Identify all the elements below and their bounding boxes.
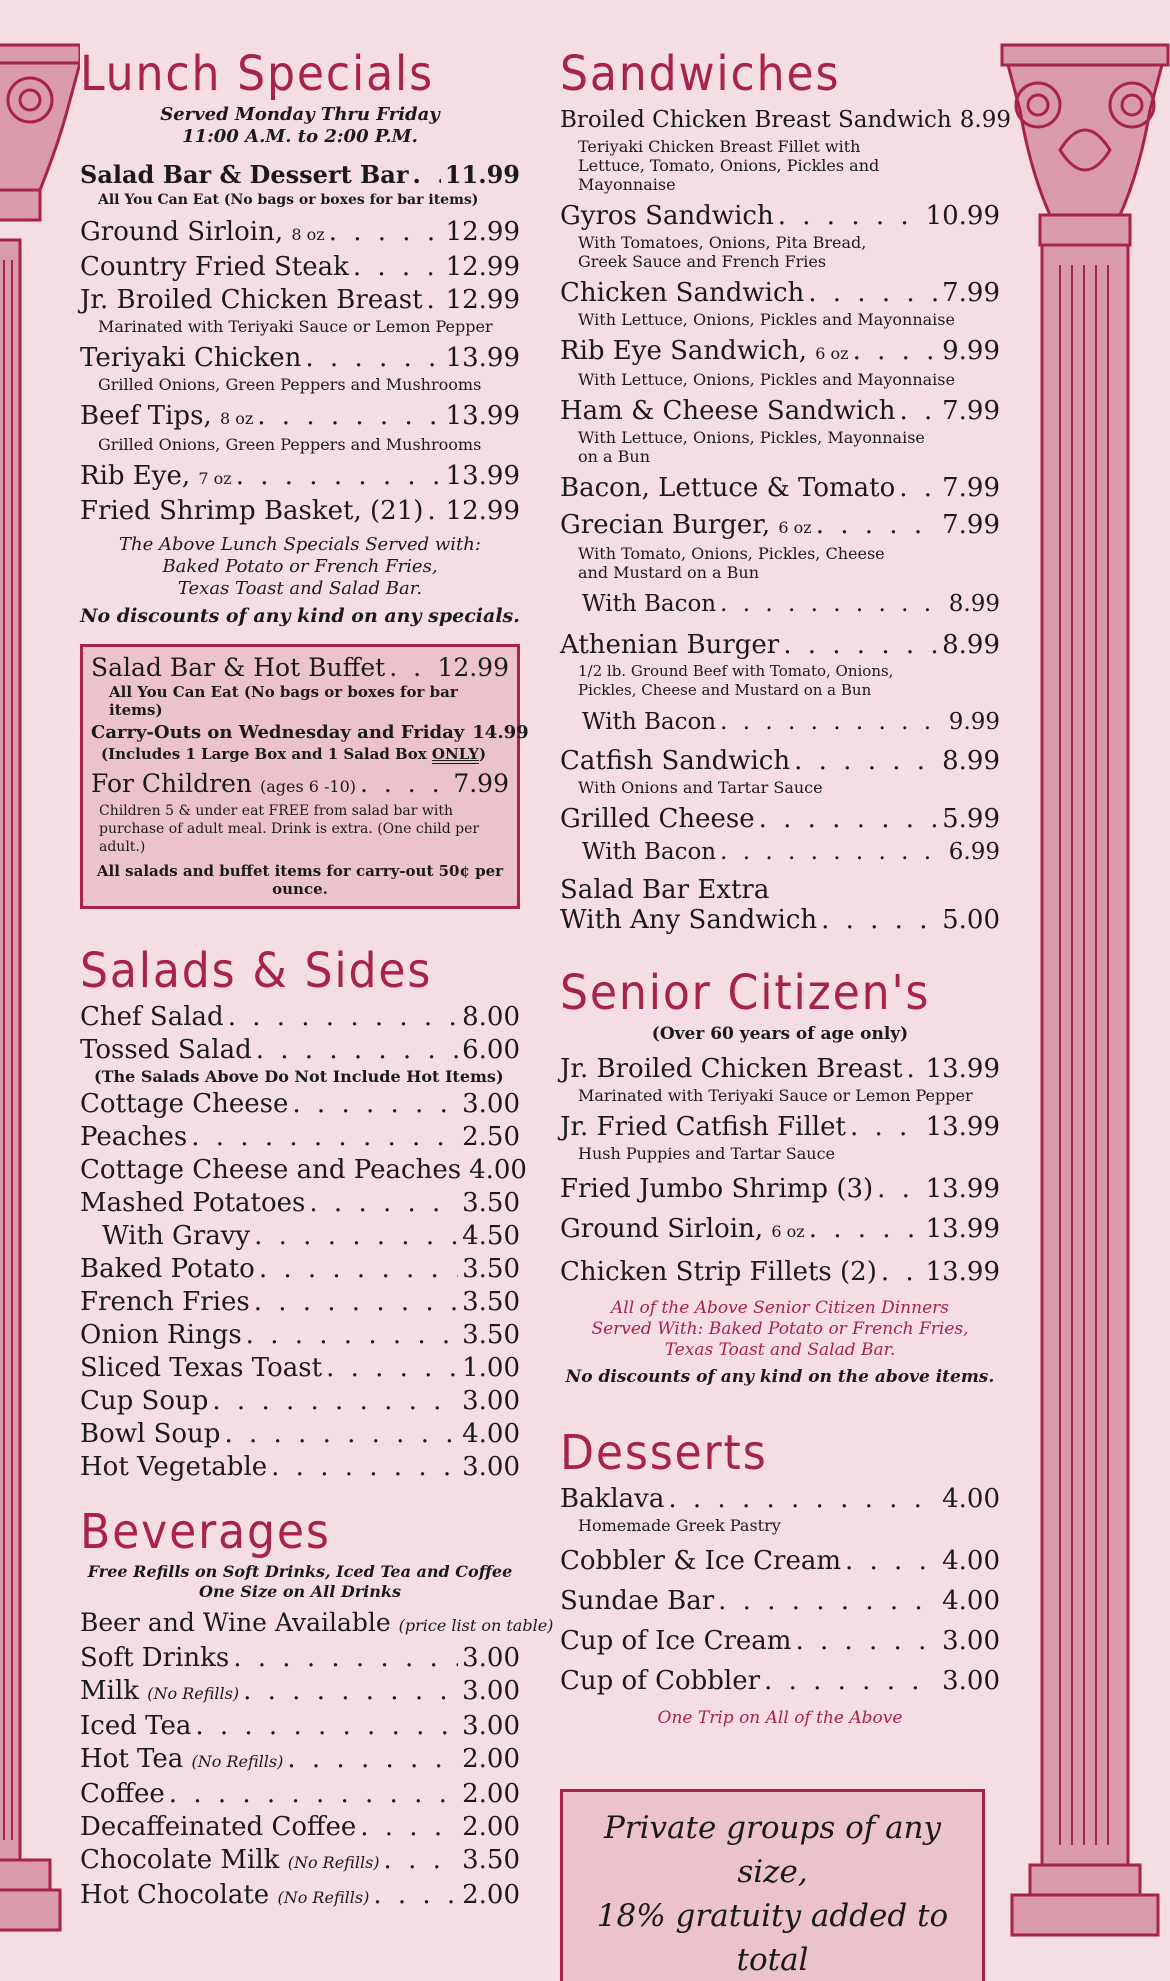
column-right-art (1000, 40, 1170, 1940)
menu-item: Beef Tips, 8 oz . . . 13.99 (80, 400, 520, 435)
buffet-box (80, 644, 529, 909)
salads-sides-section (80, 943, 527, 1484)
item-description: Children 5 & under eat FREE from salad bar with purchase of adult meal. Drink is extra. (One child per adult.) (99, 803, 480, 855)
item-description: Grilled Onions, Green Peppers and Mushrooms (98, 435, 482, 454)
menu-item: Jr. Broiled Chicken Breast . . . 13.99 (560, 1053, 1000, 1086)
menu-item: Milk (No Refills) . . . 3.00 (80, 1675, 520, 1710)
menu-item: With Any Sandwich . . . 5.00 (560, 905, 1000, 935)
menu-item: Catfish Sandwich . . . 8.99 (560, 745, 1000, 778)
menu-item: Cottage Cheese and Peaches 4.00 (80, 1155, 527, 1185)
menu-item: Baklava . . . 4.00 (560, 1483, 1000, 1516)
menu-item: Cup of Cobbler . . . 3.00 (560, 1661, 1000, 1701)
carryout-note: All salads and buffet items for carry-out 50¢ per ounce. (96, 862, 504, 898)
menu-item: Jr. Fried Catfish Fillet . . . 13.99 (560, 1111, 1000, 1144)
menu-item: Salad Bar & Hot Buffet . . . 12.99 (91, 653, 509, 683)
menu-item: Chicken Sandwich . . . 7.99 (560, 277, 1000, 310)
desserts-note: One Trip on All of the Above (657, 1708, 903, 1728)
private-groups-line1: Private groups of any size, (603, 1810, 942, 1890)
menu-item: Grilled Cheese . . . 5.99 (560, 803, 1000, 836)
menu-item: Sundae Bar . . . 4.00 (560, 1581, 1000, 1621)
private-groups-line2: 18% gratuity added to total (596, 1898, 949, 1978)
menu-item: Bowl Soup . . . 4.00 (80, 1418, 520, 1451)
lunch-hours-times: 11:00 A.M. to 2:00 P.M. (182, 126, 418, 147)
menu-item: Hot Tea (No Refills) . . . 2.00 (80, 1743, 520, 1778)
menu-item: Tossed Salad . . . 6.00 (80, 1034, 520, 1067)
menu-item: Baked Potato . . . 3.50 (80, 1253, 520, 1286)
lunch-served-with: The Above Lunch Specials Served with: Baked Potato or French Fries, Texas Toast and Salad Bar. (119, 534, 481, 599)
item-description: With Tomatoes, Onions, Pita Bread, Greek Sauce and French Fries (578, 233, 867, 271)
menu-item: Carry-Outs on Wednesday and Friday 14.99 (91, 722, 529, 743)
menu-item: Coffee . . . 2.00 (80, 1778, 520, 1811)
menu-item: Mashed Potatoes . . . 3.50 (80, 1187, 520, 1220)
menu-item: Cottage Cheese . . . 3.00 (80, 1088, 520, 1121)
menu-item: Gyros Sandwich . . . 10.99 (560, 200, 1000, 233)
item-description: (Includes 1 Large Box and 1 Salad Box ONLY) (101, 745, 487, 763)
item-description: With Onions and Tartar Sauce (578, 778, 823, 797)
menu-item: Grecian Burger, 6 oz . . . 7.99 (560, 509, 1000, 544)
menu-item: Soft Drinks . . . 3.00 (80, 1642, 520, 1675)
private-groups-box (560, 1789, 985, 1981)
menu-item: Broiled Chicken Breast Sandwich 8.99 (560, 107, 1011, 133)
item-description: With Lettuce, Onions, Pickles and Mayonnaise (578, 370, 955, 389)
menu-item: Hot Vegetable . . . 3.00 (80, 1451, 520, 1484)
menu-item: Hot Chocolate (No Refills) . . . 2.00 (80, 1879, 520, 1914)
sandwiches-title: Sandwiches (560, 46, 841, 102)
menu-item: Country Fried Steak . . . 12.99 (80, 251, 520, 284)
lunch-no-discounts: No discounts of any kind on any specials. (80, 605, 520, 627)
beverages-section (80, 1504, 554, 1914)
menu-item: Rib Eye Sandwich, 6 oz . . . 9.99 (560, 335, 1000, 370)
menu-item: Chicken Strip Fillets (2) . . . 13.99 (560, 1252, 1000, 1292)
menu-item: Cobbler & Ice Cream . . . 4.00 (560, 1541, 1000, 1581)
senior-title: Senior Citizen's (560, 965, 931, 1021)
salads-note: (The Salads Above Do Not Include Hot Items) (94, 1067, 504, 1086)
menu-item: Decaffeinated Coffee . . . 2.00 (80, 1811, 520, 1844)
right-menu-column (560, 46, 1011, 1981)
menu-item: Peaches . . . 2.50 (80, 1121, 520, 1154)
menu-item: Bacon, Lettuce & Tomato . . . 7.99 (560, 472, 1000, 505)
menu-item: Fried Shrimp Basket, (21) . . . 12.99 (80, 495, 520, 528)
desserts-section (560, 1425, 1000, 1729)
menu-item: With Bacon . . . 6.99 (560, 836, 1000, 869)
item-description: Marinated with Teriyaki Sauce or Lemon Pepper (578, 1086, 973, 1105)
menu-item: For Children (ages 6 -10) . . . 7.99 (91, 769, 509, 802)
item-description: 1/2 lb. Ground Beef with Tomato, Onions, Pickles, Cheese and Mustard on a Bun (578, 662, 894, 699)
item-description: Homemade Greek Pastry (578, 1516, 781, 1535)
menu-item: Salad Bar & Dessert Bar . . . 11.99 (80, 158, 520, 191)
item-description: Teriyaki Chicken Breast Fillet with Lettuce, Tomato, Onions, Pickles and Mayonnaise (578, 137, 880, 194)
menu-item: With Bacon . . . 9.99 (560, 706, 1000, 739)
desserts-title: Desserts (560, 1425, 768, 1481)
item-description: With Tomato, Onions, Pickles, Cheese and Mustard on a Bun (578, 544, 885, 582)
item-description: With Lettuce, Onions, Pickles and Mayonnaise (578, 310, 955, 329)
item-description: All You Can Eat (No bags or boxes for bar items) (98, 192, 479, 208)
menu-item: Fried Jumbo Shrimp (3) . . . 13.99 (560, 1169, 1000, 1209)
item-description: With Lettuce, Onions, Pickles, Mayonnaise on a Bun (578, 428, 925, 466)
menu-item: Salad Bar Extra (560, 875, 770, 905)
menu-item: Chocolate Milk (No Refills) . . . 3.50 (80, 1844, 520, 1879)
beverages-title: Beverages (80, 1504, 331, 1560)
column-left-art (0, 40, 80, 1940)
beverages-size: One Size on All Drinks (199, 1582, 401, 1601)
menu-item: Sliced Texas Toast . . . 1.00 (80, 1352, 520, 1385)
item-description: Hush Puppies and Tartar Sauce (578, 1144, 836, 1163)
lunch-specials-section (80, 46, 529, 909)
menu-item: With Gravy . . . 4.50 (80, 1220, 520, 1253)
menu-item: Athenian Burger . . . 8.99 (560, 629, 1000, 662)
item-description: Marinated with Teriyaki Sauce or Lemon Pepper (98, 317, 493, 336)
salads-sides-title: Salads & Sides (80, 943, 433, 999)
senior-section (560, 965, 1000, 1389)
senior-served-with: All of the Above Senior Citizen Dinners Served With: Baked Potato or French Fries, Texas Toast and Salad Bar. (591, 1298, 969, 1360)
menu-item: French Fries . . . 3.50 (80, 1286, 520, 1319)
left-menu-column (80, 46, 554, 1914)
item-description: Grilled Onions, Green Peppers and Mushrooms (98, 375, 482, 394)
senior-age-note: (Over 60 years of age only) (651, 1024, 909, 1044)
beverages-refills: Free Refills on Soft Drinks, Iced Tea and Coffee (87, 1562, 513, 1581)
sandwiches-section (560, 46, 1011, 935)
menu-item: Ground Sirloin, 8 oz . . . 12.99 (80, 216, 520, 251)
menu-item: Jr. Broiled Chicken Breast . . . 12.99 (80, 284, 520, 317)
menu-item: Beer and Wine Available (price list on table) (80, 1608, 554, 1637)
menu-item: Ham & Cheese Sandwich . . . 7.99 (560, 395, 1000, 428)
menu-item: Ground Sirloin, 6 oz . . . 13.99 (560, 1209, 1000, 1252)
menu-item: Rib Eye, 7 oz . . . 13.99 (80, 460, 520, 495)
senior-no-discounts: No discounts of any kind on the above items. (565, 1367, 995, 1387)
menu-item: Cup of Ice Cream . . . 3.00 (560, 1621, 1000, 1661)
menu-item: Chef Salad . . . 8.00 (80, 1001, 520, 1034)
menu-item: Iced Tea . . . 3.00 (80, 1710, 520, 1743)
menu-item: Cup Soup . . . 3.00 (80, 1385, 520, 1418)
menu-item: With Bacon . . . 8.99 (560, 588, 1000, 621)
item-description: All You Can Eat (No bags or boxes for bar items) (109, 683, 458, 719)
lunch-specials-title: Lunch Specials (80, 46, 434, 102)
menu-item: Teriyaki Chicken . . . 13.99 (80, 342, 520, 375)
lunch-hours-days: Served Monday Thru Friday (160, 104, 440, 125)
menu-item: Onion Rings . . . 3.50 (80, 1319, 520, 1352)
